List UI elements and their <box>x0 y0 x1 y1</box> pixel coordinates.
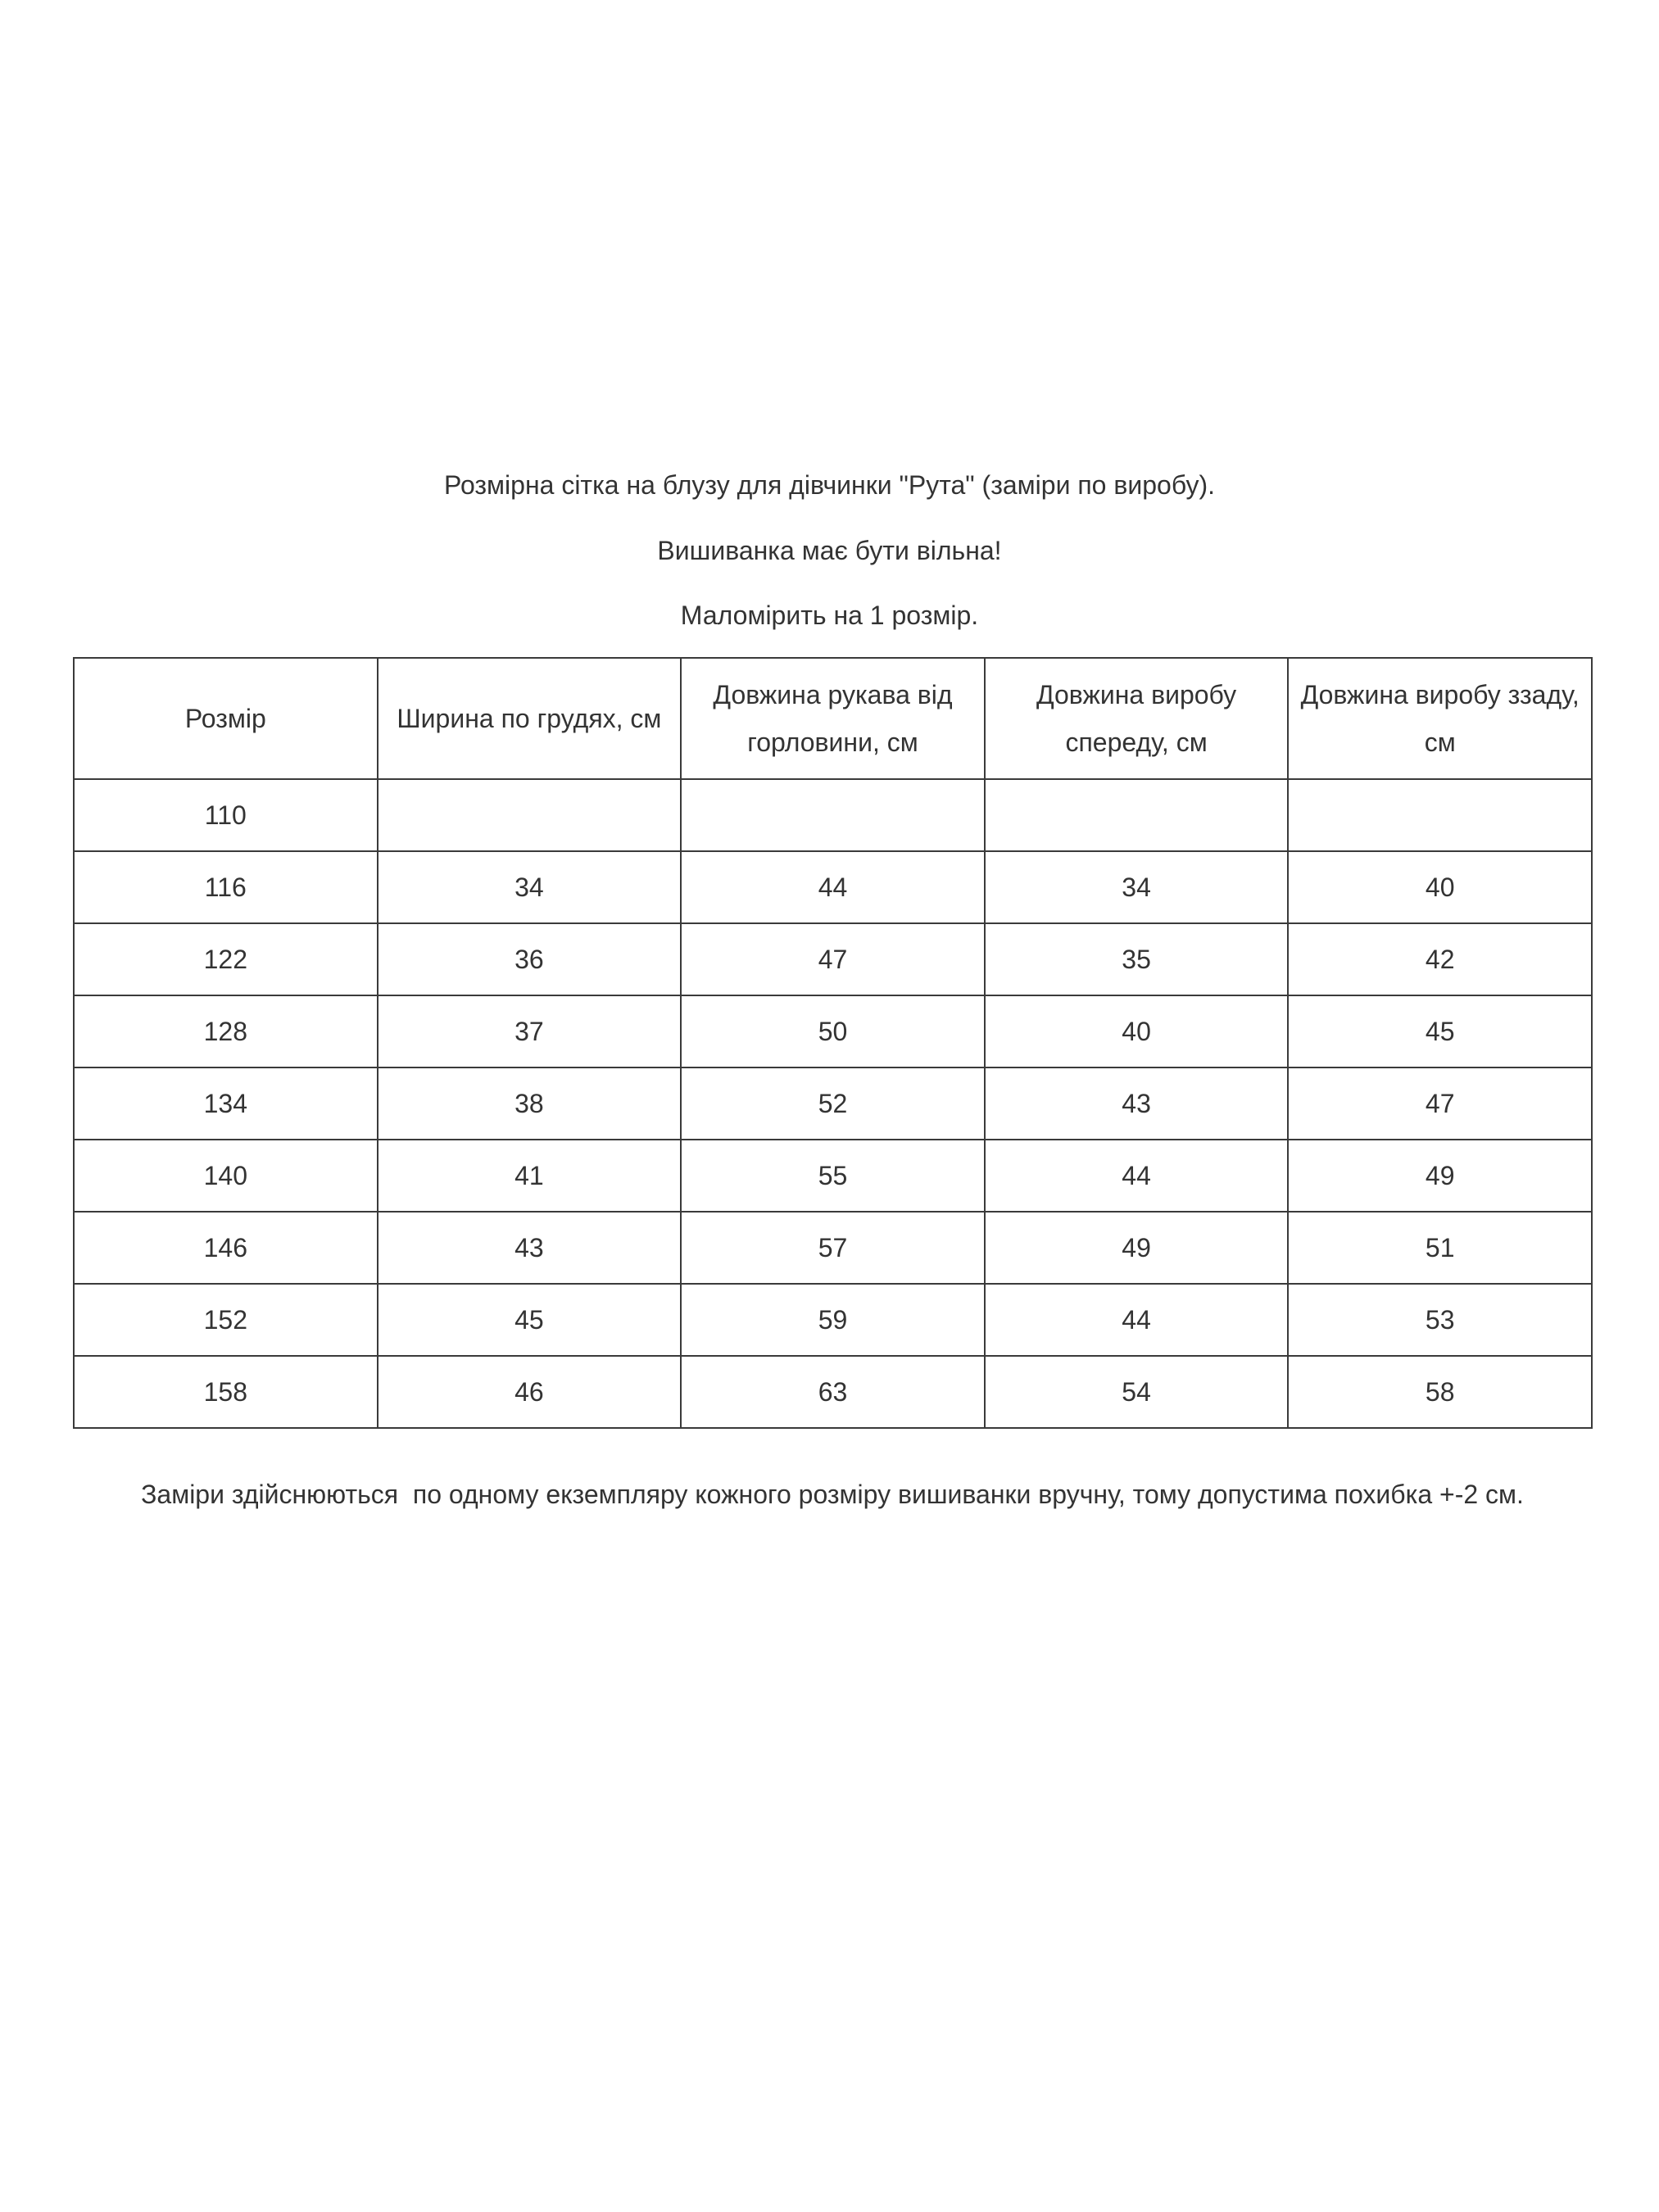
cell-chest-width: 34 <box>378 851 682 923</box>
cell-back-length: 45 <box>1288 995 1592 1067</box>
measurement-disclaimer: Заміри здійснюються по одному екземпляру кожного розміру вишиванки вручну, тому допустима похибка +-2 см. <box>141 1480 1524 1509</box>
sizing-note: Маломірить на 1 розмір. <box>680 601 979 630</box>
cell-front-length: 44 <box>985 1284 1289 1356</box>
cell-back-length: 51 <box>1288 1212 1592 1284</box>
header-sleeve-length: Довжина рукава від горловини, см <box>681 658 985 779</box>
header-size: Розмір <box>74 658 378 779</box>
header-front-length: Довжина виробу спереду, см <box>985 658 1289 779</box>
cell-size: 128 <box>74 995 378 1067</box>
cell-chest-width: 38 <box>378 1067 682 1140</box>
cell-sleeve-length: 50 <box>681 995 985 1067</box>
cell-sleeve-length <box>681 779 985 851</box>
cell-front-length: 44 <box>985 1140 1289 1212</box>
cell-chest-width: 43 <box>378 1212 682 1284</box>
cell-sleeve-length: 47 <box>681 923 985 995</box>
cell-size: 110 <box>74 779 378 851</box>
cell-back-length: 53 <box>1288 1284 1592 1356</box>
cell-size: 152 <box>74 1284 378 1356</box>
header-back-length: Довжина виробу ззаду, см <box>1288 658 1592 779</box>
table-row <box>74 1140 1592 1212</box>
cell-front-length: 54 <box>985 1356 1289 1428</box>
cell-size: 116 <box>74 851 378 923</box>
cell-chest-width: 45 <box>378 1284 682 1356</box>
cell-size: 140 <box>74 1140 378 1212</box>
table-row <box>74 1212 1592 1284</box>
table-body <box>74 779 1592 1428</box>
cell-sleeve-length: 52 <box>681 1067 985 1140</box>
cell-front-length: 40 <box>985 995 1289 1067</box>
table-row <box>74 995 1592 1067</box>
cell-back-length: 40 <box>1288 851 1592 923</box>
cell-size: 122 <box>74 923 378 995</box>
cell-front-length: 43 <box>985 1067 1289 1140</box>
cell-sleeve-length: 44 <box>681 851 985 923</box>
cell-back-length: 42 <box>1288 923 1592 995</box>
cell-sleeve-length: 55 <box>681 1140 985 1212</box>
table-row <box>74 851 1592 923</box>
cell-front-length: 35 <box>985 923 1289 995</box>
cell-chest-width <box>378 779 682 851</box>
cell-sleeve-length: 59 <box>681 1284 985 1356</box>
cell-back-length: 49 <box>1288 1140 1592 1212</box>
cell-front-length: 34 <box>985 851 1289 923</box>
cell-sleeve-length: 57 <box>681 1212 985 1284</box>
cell-size: 146 <box>74 1212 378 1284</box>
table-row <box>74 1067 1592 1140</box>
table-header-row <box>74 658 1592 779</box>
table-row <box>74 1284 1592 1356</box>
table-row <box>74 1356 1592 1428</box>
cell-chest-width: 37 <box>378 995 682 1067</box>
cell-back-length: 47 <box>1288 1067 1592 1140</box>
cell-back-length: 58 <box>1288 1356 1592 1428</box>
fit-note: Вишиванка має бути вільна! <box>657 536 1002 565</box>
size-chart-title: Розмірна сітка на блузу для дівчинки "Рута" (заміри по виробу). <box>444 470 1215 500</box>
table-row <box>74 923 1592 995</box>
cell-front-length <box>985 779 1289 851</box>
cell-size: 134 <box>74 1067 378 1140</box>
table-row <box>74 779 1592 851</box>
cell-back-length <box>1288 779 1592 851</box>
cell-chest-width: 41 <box>378 1140 682 1212</box>
cell-chest-width: 36 <box>378 923 682 995</box>
cell-sleeve-length: 63 <box>681 1356 985 1428</box>
cell-front-length: 49 <box>985 1212 1289 1284</box>
cell-chest-width: 46 <box>378 1356 682 1428</box>
size-table <box>73 657 1593 1429</box>
header-chest-width: Ширина по грудях, см <box>378 658 682 779</box>
cell-size: 158 <box>74 1356 378 1428</box>
